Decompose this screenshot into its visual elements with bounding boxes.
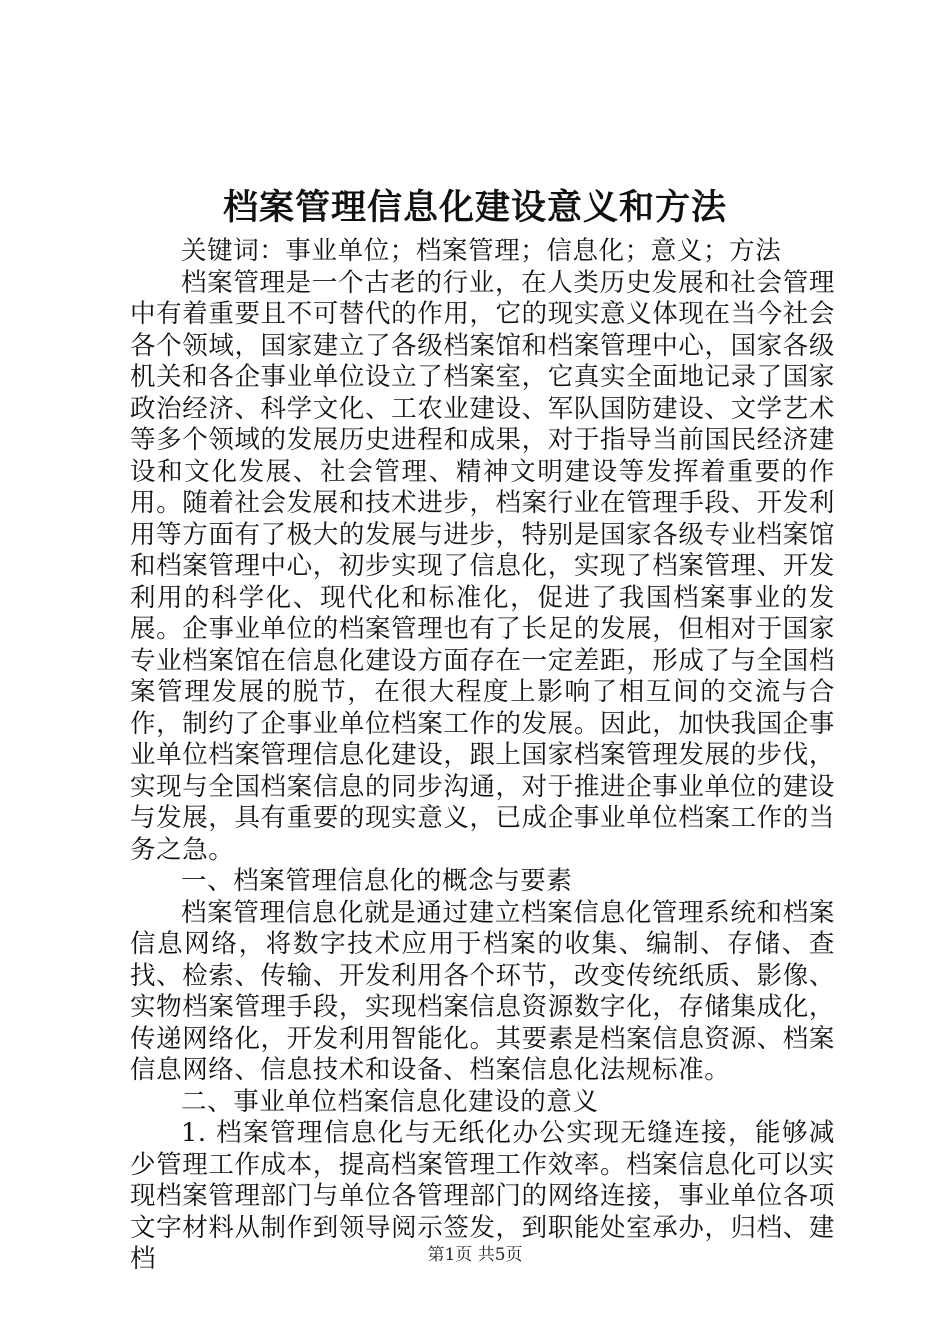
paragraph-intro: 档案管理是一个古老的行业，在人类历史发展和社会管理中有着重要且不可替代的作用，它的现实意义体现在当今社会各个领域，国家建立了各级档案馆和档案管理中心，国家各级机关和各企事业单位设立了档案室，它真实全面地记录了国家政治经济、科学文化、工农业建设、军队国防建设、文学艺术等多个领域的发展历史进程和成果，对于指导当前国民经济建设和文化发展、社会管理、精神文明建设等发挥着重要的作用。随着社会发展和技术进步，档案行业在管理手段、开发利用等方面有了极大的发展与进步，特别是国家各级专业档案馆和档案管理中心，初步实现了信息化，实现了档案管理、开发利用的科学化、现代化和标准化，促进了我国档案事业的发展。企事业单位的档案管理也有了长足的发展，但相对于国家专业档案馆在信息化建设方面存在一定差距，形成了与全国档案管理发展的脱节，在很大程度上影响了相互间的交流与合作，制约了企事业单位档案工作的发展。因此，加快我国企事业单位档案管理信息化建设，跟上国家档案管理发展的步伐，实现与全国档案信息的同步沟通，对于推进企事业单位的建设与发展，具有重要的现实意义，已成企事业单位档案工作的当务之急。 xyxy=(130,267,835,865)
document-title: 档案管理信息化建设意义和方法 xyxy=(222,187,727,228)
section-heading-1: 一、档案管理信息化的概念与要素 xyxy=(181,866,573,896)
section-heading-2: 二、事业单位档案信息化建设的意义 xyxy=(181,1086,599,1117)
document-body xyxy=(130,236,835,1276)
page-footer: 第1页 共5页 xyxy=(427,1245,523,1265)
paragraph-point-1: 1. 档案管理信息化与无纸化办公实现无缝连接，能够减少管理工作成本，提高档案管理工作效率。档案信息化可以实现档案管理部门与单位各管理部门的网络连接，事业单位各项文字材料从制作到领导阅示签发，到职能处室承办，归档、建档 xyxy=(130,1118,835,1274)
keywords-line: 关键词：事业单位；档案管理；信息化；意义；方法 xyxy=(181,236,782,266)
paragraph-concept: 档案管理信息化就是通过建立档案信息化管理系统和档案信息网络，将数字技术应用于档案的收集、编制、存储、查找、检索、传输、开发利用各个环节，改变传统纸质、影像、实物档案管理手段，实现档案信息资源数字化，存储集成化，传递网络化，开发利用智能化。其要素是档案信息资源、档案信息网络、信息技术和设备、档案信息化法规标准。 xyxy=(130,897,835,1085)
